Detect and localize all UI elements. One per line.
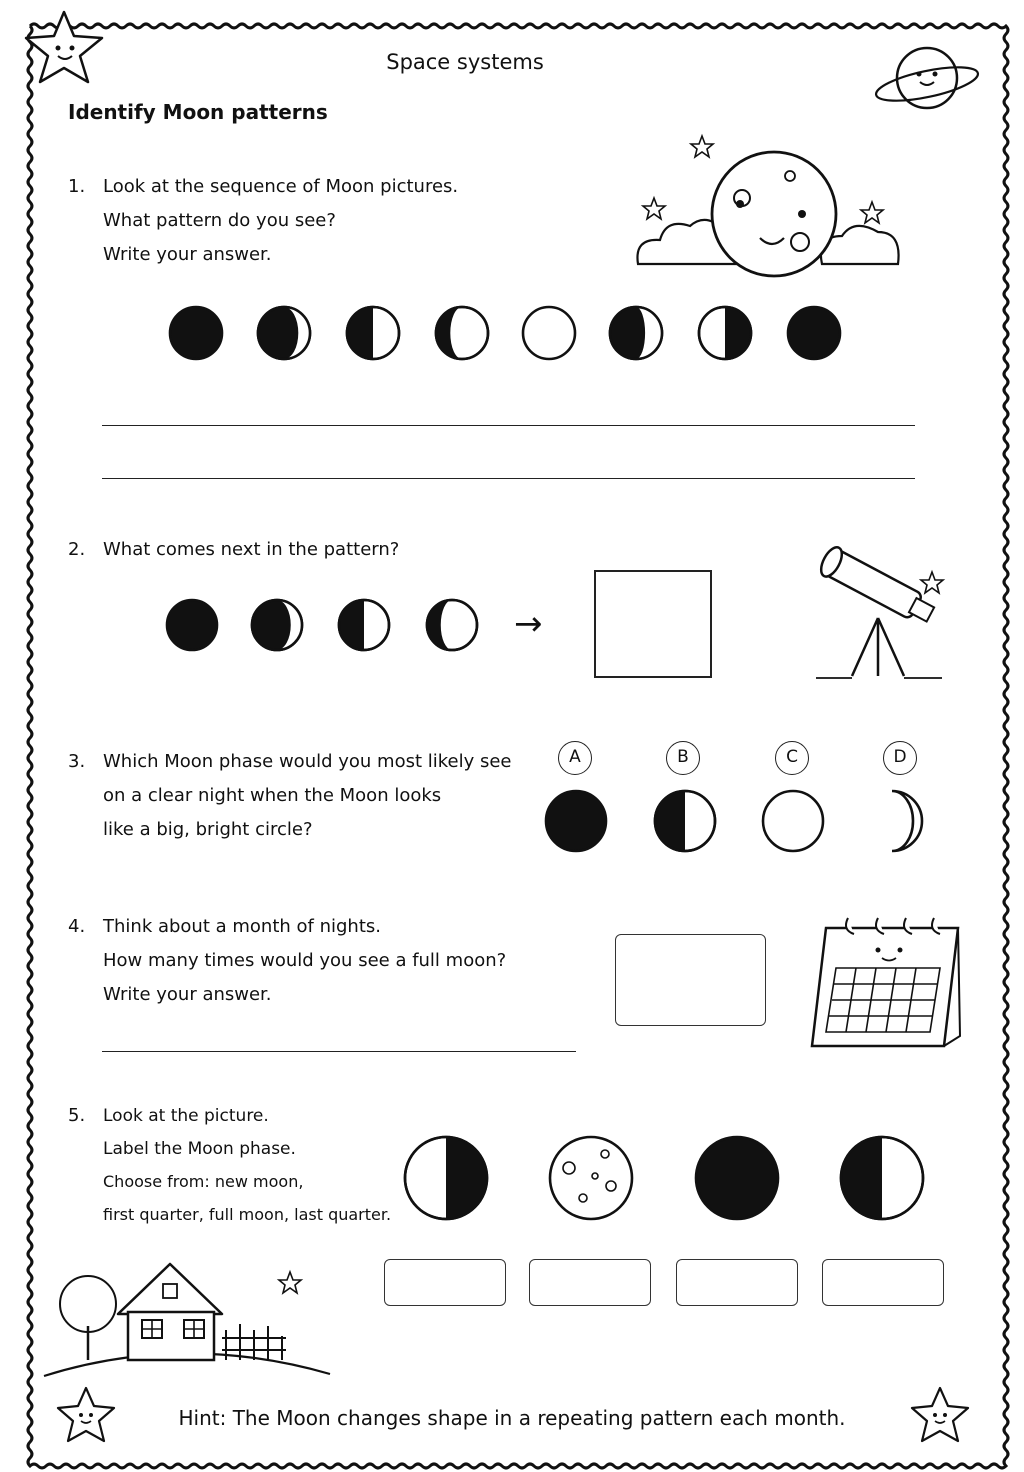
arrow-icon: → <box>514 604 543 644</box>
q5-label-box-1[interactable] <box>384 1259 506 1306</box>
q5-moon-picture-3 <box>696 1137 778 1219</box>
q3-option-b-label[interactable]: B <box>666 741 700 775</box>
q4-line-1: Think about a month of nights. <box>103 916 381 937</box>
q4-number: 4. <box>68 916 86 937</box>
subject-heading: Space systems <box>386 50 544 74</box>
q5-moon-picture-4 <box>841 1137 923 1219</box>
q1-line-1: Look at the sequence of Moon pictures. <box>103 176 459 197</box>
q3-option-d-label[interactable]: D <box>883 741 917 775</box>
q5-label-box-2[interactable] <box>529 1259 651 1306</box>
q4-line-2: How many times would you see a full moon? <box>103 950 507 971</box>
q3-number: 3. <box>68 751 86 772</box>
q3-line-2: on a clear night when the Moon looks <box>103 785 442 806</box>
q3-line-3: like a big, bright circle? <box>103 819 313 840</box>
q5-number: 5. <box>68 1105 86 1126</box>
q5-line-1: Look at the picture. <box>103 1106 269 1126</box>
q2-number: 2. <box>68 539 86 560</box>
q4-line-3: Write your answer. <box>103 984 272 1005</box>
q1-line-2: What pattern do you see? <box>103 210 336 231</box>
q5-choose-line-1: Choose from: new moon, <box>103 1172 304 1191</box>
q1-line-3: Write your answer. <box>103 244 272 265</box>
q5-choose-line-2: first quarter, full moon, last quarter. <box>103 1205 392 1224</box>
q5-label-box-3[interactable] <box>676 1259 798 1306</box>
q5-moon-picture-2 <box>550 1137 632 1219</box>
q2-text: What comes next in the pattern? <box>103 539 400 560</box>
worksheet-title: Identify Moon patterns <box>68 100 328 124</box>
hint-text: Hint: The Moon changes shape in a repeating pattern each month. <box>178 1406 846 1430</box>
q3-option-a-label[interactable]: A <box>558 741 592 775</box>
q5-label-box-4[interactable] <box>822 1259 944 1306</box>
house-icon <box>44 1256 334 1382</box>
q3-option-c-label[interactable]: C <box>775 741 809 775</box>
q5-moon-picture-1 <box>405 1137 487 1219</box>
q5-line-2: Label the Moon phase. <box>103 1139 296 1159</box>
q3-line-1: Which Moon phase would you most likely see <box>103 751 512 772</box>
q1-number: 1. <box>68 176 86 197</box>
